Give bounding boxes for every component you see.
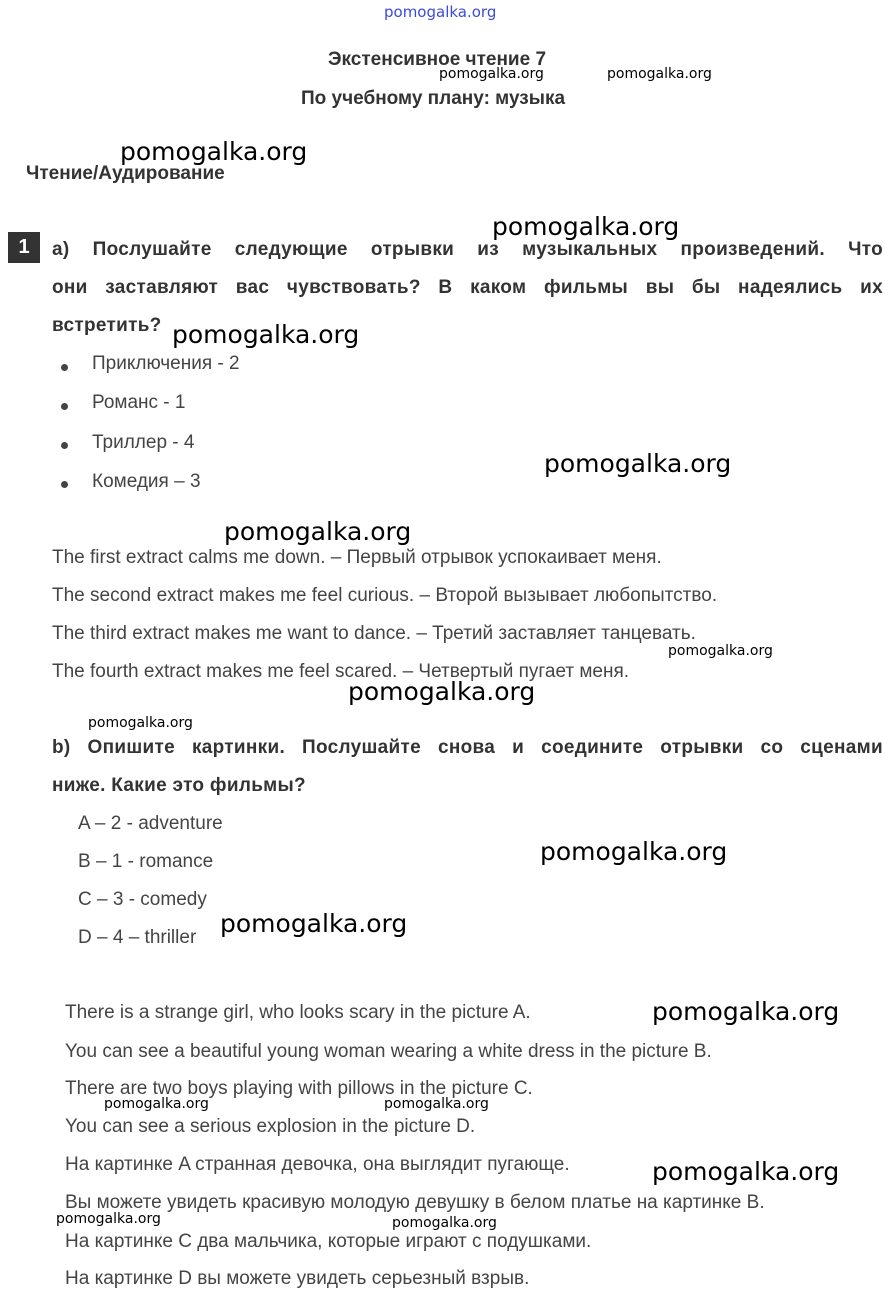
question-b-line-1: b) Опишите картинки. Послушайте снова и соедините отрывки со сценами (52, 737, 883, 758)
watermark: pomogalka.org (540, 837, 728, 866)
question-a-line-3: встретить? (52, 315, 162, 336)
watermark: pomogalka.org (392, 1215, 497, 1231)
match-answer: D – 4 – thriller (78, 927, 197, 948)
picture-description: Вы можете увидеть красивую молодую девушку в белом платье на картинке B. (65, 1192, 765, 1213)
watermark: pomogalka.org (220, 909, 408, 938)
watermark: pomogalka.org (88, 715, 193, 731)
match-answer: A – 2 - adventure (78, 813, 223, 834)
watermark: pomogalka.org (348, 677, 536, 706)
watermark: pomogalka.org (104, 1096, 209, 1112)
picture-description: You can see a serious explosion in the picture D. (65, 1116, 476, 1137)
watermark: pomogalka.org (384, 1096, 489, 1112)
bullet-item: Триллер - 4 (92, 432, 195, 453)
watermark: pomogalka.org (56, 1211, 161, 1227)
page-title: Экстенсивное чтение 7 (328, 49, 547, 70)
bullet-dot (61, 481, 68, 488)
watermark: pomogalka.org (607, 66, 712, 82)
match-answer: C – 3 - comedy (78, 889, 207, 910)
answer-sentence: The second extract makes me feel curious. – Второй вызывает любопытство. (52, 585, 718, 606)
question-a-line-1: a) Послушайте следующие отрывки из музыкальных произведений. Что (52, 239, 883, 260)
watermark: pomogalka.org (172, 320, 360, 349)
watermark: pomogalka.org (668, 643, 773, 659)
watermark: pomogalka.org (439, 66, 544, 82)
answer-sentence: The fourth extract makes me feel scared. – Четвертый пугает меня. (52, 661, 630, 682)
section-heading: Чтение/Аудирование (26, 163, 225, 184)
question-a-line-2: они заставляют вас чувствовать? В каком фильмы вы бы надеялись их (52, 277, 883, 298)
watermark: pomogalka.org (492, 212, 680, 241)
bullet-dot (61, 403, 68, 410)
exercise-number-badge: 1 (8, 232, 40, 263)
answer-sentence: The third extract makes me want to dance. – Третий заставляет танцевать. (52, 623, 696, 644)
watermark: pomogalka.org (652, 997, 840, 1026)
picture-description: На картинке D вы можете увидеть серьезный взрыв. (65, 1268, 530, 1289)
watermark: pomogalka.org (652, 1157, 840, 1186)
watermark: pomogalka.org (120, 137, 308, 166)
watermark: pomogalka.org (544, 449, 732, 478)
picture-description: You can see a beautiful young woman wearing a white dress in the picture B. (65, 1041, 712, 1062)
bullet-item: Комедия – 3 (92, 471, 201, 492)
watermark: pomogalka.org (224, 517, 412, 546)
bullet-item: Приключения - 2 (92, 353, 240, 374)
bullet-item: Романс - 1 (92, 392, 186, 413)
page-subtitle: По учебному плану: музыка (301, 88, 566, 109)
picture-description: На картинке A странная девочка, она выглядит пугающе. (65, 1154, 570, 1175)
picture-description: There is a strange girl, who looks scary in the picture A. (65, 1002, 531, 1023)
bullet-dot (61, 442, 68, 449)
picture-description: На картинке C два мальчика, которые играют с подушками. (65, 1231, 592, 1252)
watermark-top: pomogalka.org (384, 3, 497, 21)
match-answer: B – 1 - romance (78, 851, 214, 872)
bullet-dot (61, 364, 68, 371)
question-b-line-2: ниже. Какие это фильмы? (52, 775, 306, 796)
picture-description: There are two boys playing with pillows in the picture C. (65, 1078, 533, 1099)
answer-sentence: The first extract calms me down. – Первый отрывок успокаивает меня. (52, 547, 662, 568)
